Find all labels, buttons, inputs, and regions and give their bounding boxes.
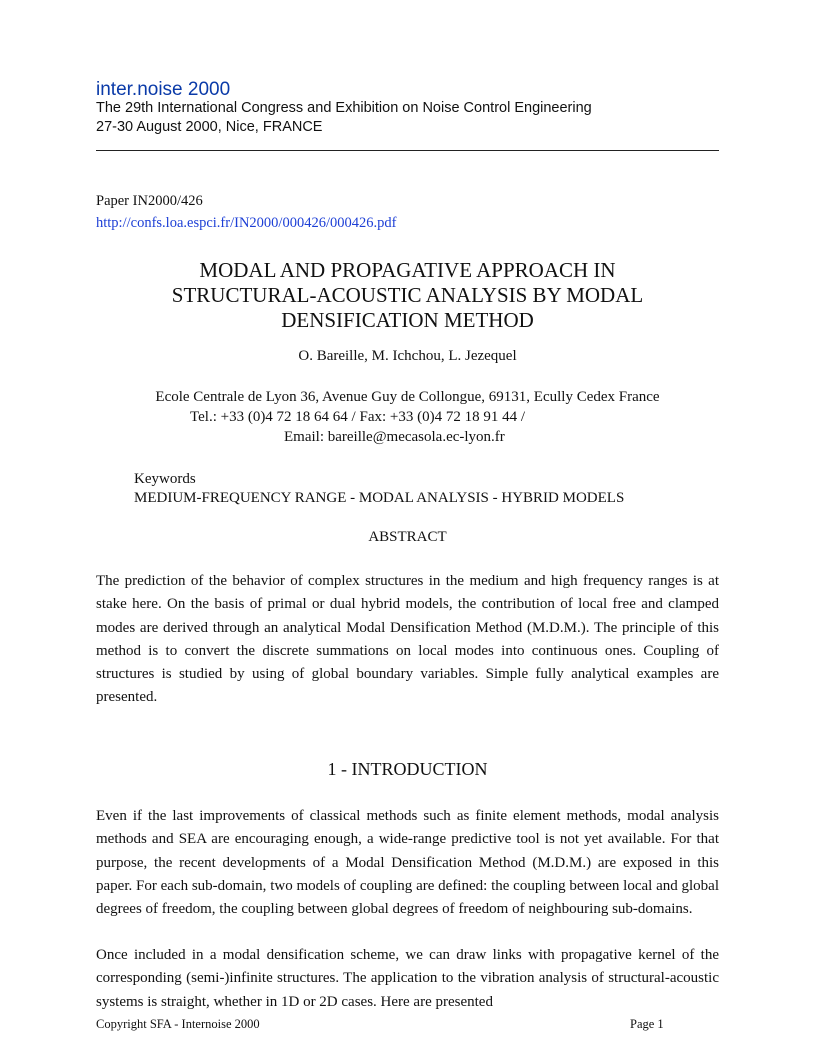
affiliation-address: Ecole Centrale de Lyon 36, Avenue Guy de Collongue, 69131, Ecully Cedex France — [155, 389, 660, 405]
introduction-paragraph: Even if the last improvements of classical methods such as finite element methods, modal analysis methods and SEA are encouraging enough, a wide-range predictive tool is not yet available. For that purpose, the recent developments of a Modal Densification Method (M.D.M.) are exposed in this paper. For each sub-domain, two models of coupling are defined: the coupling between local and global degrees of freedom, the coupling between global degrees of freedom of neighbouring sub-domains. — [96, 808, 719, 918]
paper-title — [96, 258, 719, 333]
footer-copyright: Copyright SFA - Internoise 2000 — [96, 1017, 260, 1031]
conference-dates: 27-30 August 2000, Nice, FRANCE — [96, 119, 323, 135]
header-divider — [96, 150, 719, 151]
abstract-heading: ABSTRACT — [368, 529, 447, 545]
affiliation-phone: Tel.: +33 (0)4 72 18 64 64 / Fax: +33 (0)4 72 18 91 44 / — [190, 409, 526, 425]
title-line: STRUCTURAL-ACOUSTIC ANALYSIS BY MODAL — [171, 283, 644, 307]
affiliation-email: Email: bareille@mecasola.ec-lyon.fr — [284, 429, 505, 445]
introduction-paragraph: Once included in a modal densification scheme, we can draw links with propagative kernel of the corresponding (semi-)infinite structures. The application to the vibration analysis of structural-acoustic systems is straight, whether in 1D or 2D cases. Here are presented — [96, 947, 719, 1010]
abstract-text: The prediction of the behavior of complex structures in the medium and high frequency ranges is at stake here. On the basis of primal or dual hybrid models, the contribution of local free and clamped modes are derived through an analytical Modal Densification Method (M.D.M.). The principle of this method is to convert the discrete summations on local modes into continuous ones. Coupling of structures is studied by using of global boundary variables. Simple fully analytical examples are presented. — [96, 573, 719, 706]
keywords-list: MEDIUM-FREQUENCY RANGE - MODAL ANALYSIS - HYBRID MODELS — [134, 490, 625, 506]
introduction-heading: 1 - INTRODUCTION — [327, 759, 488, 779]
authors: O. Bareille, M. Ichchou, L. Jezequel — [298, 348, 517, 364]
footer-page-number: Page 1 — [630, 1017, 664, 1031]
keywords-label: Keywords — [134, 471, 196, 487]
conference-name: inter.noise 2000 — [96, 79, 231, 100]
title-line: DENSIFICATION METHOD — [281, 308, 534, 332]
paper-url-link[interactable]: http://confs.loa.espci.fr/IN2000/000426/000426.pdf — [96, 215, 397, 231]
congress-name: The 29th International Congress and Exhibition on Noise Control Engineering — [96, 100, 592, 116]
paper-id: Paper IN2000/426 — [96, 193, 203, 209]
title-line: MODAL AND PROPAGATIVE APPROACH IN — [199, 258, 616, 282]
